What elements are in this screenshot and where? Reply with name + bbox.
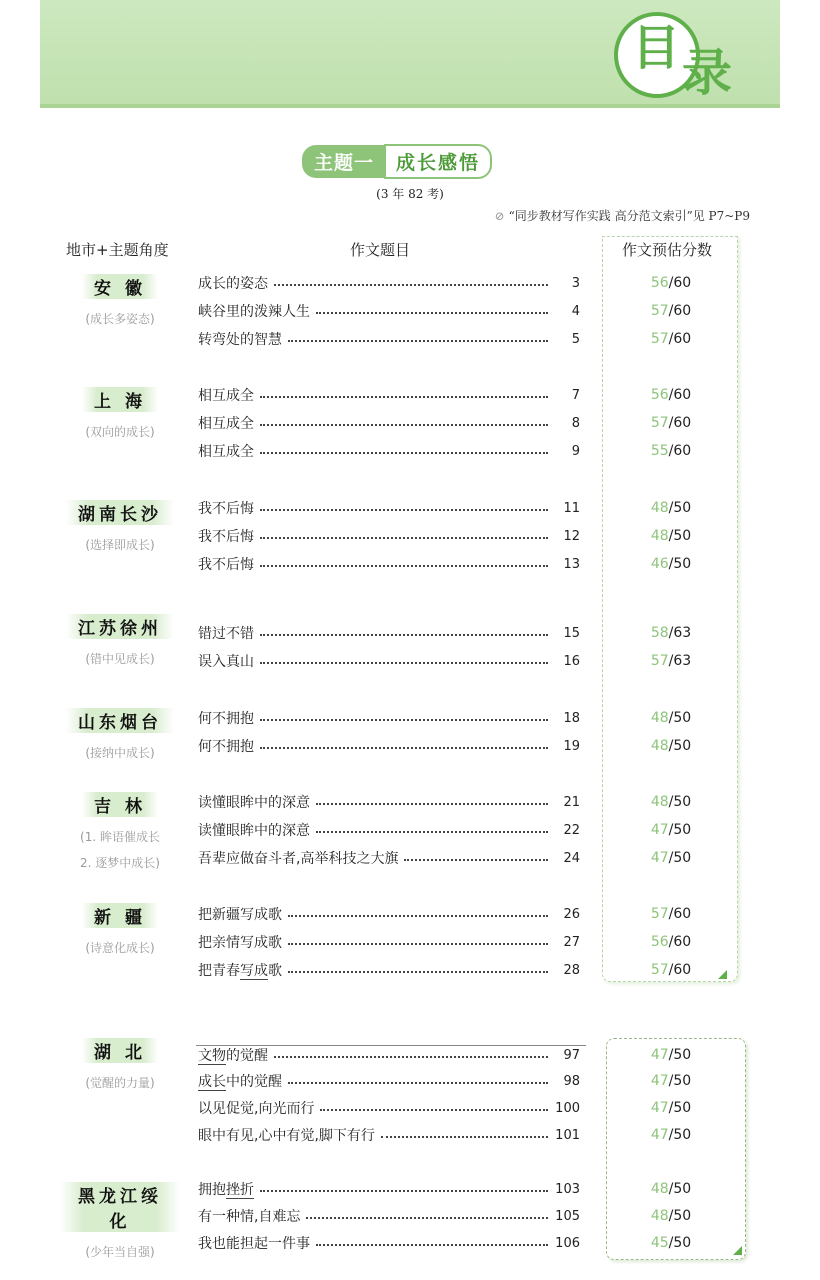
estimated-score	[616, 327, 726, 351]
entry-title: 拥抱挫折	[198, 1182, 254, 1198]
leader-dots	[316, 312, 548, 314]
leader-dots	[260, 747, 548, 749]
score-value: 47	[650, 1073, 669, 1089]
leader-dots	[288, 1082, 548, 1084]
entry-title: 读懂眼眸中的深意	[198, 795, 310, 811]
toc-entry[interactable]	[198, 383, 580, 407]
entry-title: 以见促觉,向光而行	[198, 1101, 315, 1117]
entry-title: 把亲情写成歌	[198, 935, 282, 951]
toc-entry[interactable]	[198, 299, 580, 323]
estimated-score	[616, 649, 726, 673]
entry-title: 我不后悔	[198, 501, 254, 517]
region-item	[60, 903, 180, 961]
leader-dots	[274, 284, 548, 286]
toc-entry[interactable]	[198, 1043, 580, 1067]
score-max: /50	[668, 850, 692, 866]
region-item	[60, 708, 180, 766]
score-value: 57	[650, 653, 669, 669]
score-max: /63	[668, 653, 692, 669]
page-number: 12	[563, 528, 580, 544]
page-number: 22	[563, 822, 580, 838]
region-name: 江苏徐州	[66, 614, 174, 639]
estimated-score	[616, 790, 726, 814]
region-name: 黑龙江绥化	[60, 1182, 180, 1232]
corner-arrow-icon	[733, 1246, 742, 1255]
score-value: 46	[650, 556, 669, 572]
estimated-score	[616, 902, 726, 926]
score-value: 57	[650, 303, 669, 319]
page-number: 16	[563, 653, 580, 669]
toc-entry[interactable]	[198, 734, 580, 758]
estimated-score	[616, 1177, 726, 1201]
entry-title: 峡谷里的泼辣人生	[198, 304, 310, 320]
page-number: 7	[571, 387, 580, 403]
score-value: 48	[650, 738, 669, 754]
score-max: /50	[668, 1181, 692, 1197]
region-theme: (错中见成长)	[85, 652, 155, 666]
page-number: 19	[563, 738, 580, 754]
toc-entry[interactable]	[198, 439, 580, 463]
page-number: 106	[555, 1235, 580, 1251]
score-value: 47	[650, 850, 669, 866]
exam-count: (3 年 82 考)	[376, 187, 444, 201]
score-value: 55	[650, 443, 669, 459]
page-number: 26	[563, 906, 580, 922]
score-value: 47	[650, 822, 669, 838]
leader-dots	[288, 340, 548, 342]
page-number: 11	[563, 500, 580, 516]
toc-entry[interactable]	[198, 958, 580, 982]
score-value: 48	[650, 1181, 669, 1197]
entry-title: 相互成全	[198, 444, 254, 460]
entry-title: 眼中有见,心中有觉,脚下有行	[198, 1128, 375, 1144]
leader-dots	[306, 1217, 548, 1219]
page-number: 21	[563, 794, 580, 810]
leader-dots	[288, 971, 548, 973]
region-item	[60, 500, 180, 558]
page-number: 105	[555, 1208, 580, 1224]
entry-title: 误入真山	[198, 654, 254, 670]
page-number: 4	[571, 303, 580, 319]
leader-dots	[260, 509, 548, 511]
region-theme: (接纳中成长)	[85, 746, 155, 760]
region-name: 湖南长沙	[66, 500, 174, 525]
estimated-score	[616, 1069, 726, 1093]
score-max: /50	[668, 528, 692, 544]
header-stripe	[40, 104, 780, 108]
leader-dots	[404, 859, 548, 861]
score-max: /60	[668, 275, 692, 291]
entry-title: 读懂眼眸中的深意	[198, 823, 310, 839]
estimated-score	[616, 930, 726, 954]
score-value: 47	[650, 1127, 669, 1143]
leader-dots	[320, 1109, 548, 1111]
score-max: /60	[668, 303, 692, 319]
score-value: 48	[650, 500, 669, 516]
estimated-score	[616, 621, 726, 645]
entry-title: 我也能担起一件事	[198, 1236, 310, 1252]
score-value: 48	[650, 794, 669, 810]
leader-dots	[381, 1136, 548, 1138]
theme-title	[302, 146, 492, 176]
column-header-region: 地市+主题角度	[66, 241, 169, 259]
reference-note	[495, 207, 750, 224]
region-theme: (成长多姿态)	[85, 312, 155, 326]
estimated-score	[616, 299, 726, 323]
toc-entry[interactable]	[198, 327, 580, 351]
leader-dots	[260, 537, 548, 539]
score-value: 56	[650, 387, 669, 403]
region-theme: (觉醒的力量)	[85, 1076, 155, 1090]
estimated-score	[616, 706, 726, 730]
theme-name: 成长感悟	[384, 144, 492, 179]
section-divider	[196, 1045, 586, 1046]
score-max: /50	[668, 794, 692, 810]
toc-entry[interactable]	[198, 552, 580, 576]
region-theme: (双向的成长)	[85, 425, 155, 439]
contents-logo	[614, 10, 744, 102]
page-number: 13	[563, 556, 580, 572]
estimated-score	[616, 1096, 726, 1120]
entry-title: 我不后悔	[198, 529, 254, 545]
entry-title: 相互成全	[198, 416, 254, 432]
leader-dots	[260, 719, 548, 721]
score-max: /50	[668, 1235, 692, 1251]
entry-title: 转弯处的智慧	[198, 332, 282, 348]
region-name: 山东烟台	[66, 708, 174, 733]
region-name: 上 海	[82, 387, 158, 412]
estimated-score	[616, 496, 726, 520]
page-number: 100	[555, 1100, 580, 1116]
clip-icon: ⊘	[494, 209, 505, 223]
page-number: 18	[563, 710, 580, 726]
estimated-score	[616, 383, 726, 407]
region-theme: (少年当自强)	[85, 1245, 155, 1259]
estimated-score	[616, 1123, 726, 1147]
toc-entry[interactable]	[198, 1177, 580, 1201]
toc-entry[interactable]	[198, 902, 580, 926]
page-number: 101	[555, 1127, 580, 1143]
region-item	[60, 792, 180, 876]
score-max: /60	[668, 331, 692, 347]
score-max: /50	[668, 1073, 692, 1089]
score-max: /60	[668, 415, 692, 431]
toc-entry[interactable]	[198, 1069, 580, 1093]
score-value: 57	[650, 906, 669, 922]
leader-dots	[288, 915, 548, 917]
entry-title: 文物的觉醒	[198, 1048, 268, 1064]
score-value: 47	[650, 1047, 669, 1063]
estimated-score	[616, 411, 726, 435]
page-number: 15	[563, 625, 580, 641]
leader-dots	[260, 396, 548, 398]
estimated-score	[616, 271, 726, 295]
score-value: 47	[650, 1100, 669, 1116]
toc-entry[interactable]	[198, 818, 580, 842]
region-item	[60, 1182, 180, 1265]
score-max: /50	[668, 1127, 692, 1143]
region-theme: 2. 逐梦中成长)	[80, 856, 160, 870]
score-max: /60	[668, 962, 692, 978]
leader-dots	[316, 831, 548, 833]
leader-dots	[260, 424, 548, 426]
leader-dots	[260, 662, 548, 664]
entry-title: 吾辈应做奋斗者,高举科技之大旗	[198, 851, 399, 867]
column-header-score: 作文预估分数	[622, 241, 713, 259]
page-number: 27	[563, 934, 580, 950]
column-header-title: 作文题目	[350, 241, 411, 259]
toc-entry[interactable]	[198, 1123, 580, 1147]
region-item	[60, 1038, 180, 1096]
estimated-score	[616, 524, 726, 548]
toc-entry[interactable]	[198, 496, 580, 520]
leader-dots	[260, 634, 548, 636]
score-max: /60	[668, 387, 692, 403]
entry-title: 我不后悔	[198, 557, 254, 573]
score-max: /63	[668, 625, 692, 641]
score-value: 56	[650, 275, 669, 291]
entry-title: 把青春写成歌	[198, 963, 282, 979]
region-name: 新 疆	[82, 903, 158, 928]
score-value: 57	[650, 415, 669, 431]
score-value: 58	[650, 625, 669, 641]
entry-title: 何不拥抱	[198, 739, 254, 755]
reference-text: “同步教材写作实践 高分范文索引”见 P7~P9	[508, 209, 750, 223]
region-item	[60, 614, 180, 672]
estimated-score	[616, 552, 726, 576]
score-max: /50	[668, 738, 692, 754]
entry-title: 成长中的觉醒	[198, 1074, 282, 1090]
toc-entry[interactable]	[198, 1231, 580, 1255]
entry-title: 有一种情,自难忘	[198, 1209, 301, 1225]
score-max: /50	[668, 710, 692, 726]
page-number: 8	[571, 415, 580, 431]
estimated-score	[616, 818, 726, 842]
estimated-score	[616, 1043, 726, 1067]
score-max: /60	[668, 906, 692, 922]
page-number: 103	[555, 1181, 580, 1197]
entry-title: 把新疆写成歌	[198, 907, 282, 923]
score-value: 48	[650, 528, 669, 544]
toc-entry[interactable]	[198, 706, 580, 730]
region-name: 吉 林	[82, 792, 158, 817]
logo-char-2: 录	[682, 44, 732, 102]
entry-title: 错过不错	[198, 626, 254, 642]
score-value: 56	[650, 934, 669, 950]
leader-dots	[316, 1244, 548, 1246]
score-max: /50	[668, 1208, 692, 1224]
score-value: 57	[650, 962, 669, 978]
entry-title: 相互成全	[198, 388, 254, 404]
score-max: /60	[668, 443, 692, 459]
toc-entry[interactable]	[198, 790, 580, 814]
leader-dots	[316, 803, 548, 805]
leader-dots	[274, 1056, 548, 1058]
score-max: /50	[668, 1047, 692, 1063]
entry-title: 成长的姿态	[198, 276, 268, 292]
entry-title: 何不拥抱	[198, 711, 254, 727]
score-max: /60	[668, 934, 692, 950]
score-value: 57	[650, 331, 669, 347]
score-max: /50	[668, 500, 692, 516]
logo-char-1: 目	[632, 20, 681, 76]
region-name: 湖 北	[82, 1038, 158, 1063]
toc-entry[interactable]	[198, 271, 580, 295]
region-item	[60, 387, 180, 445]
toc-entry[interactable]	[198, 1204, 580, 1228]
leader-dots	[260, 1190, 548, 1192]
page-number: 98	[563, 1073, 580, 1089]
estimated-score	[616, 1204, 726, 1228]
toc-entry[interactable]	[198, 621, 580, 645]
score-value: 48	[650, 1208, 669, 1224]
page-number: 28	[563, 962, 580, 978]
leader-dots	[260, 452, 548, 454]
region-theme: (选择即成长)	[85, 538, 155, 552]
score-max: /50	[668, 556, 692, 572]
page-number: 5	[571, 331, 580, 347]
region-item	[60, 274, 180, 332]
estimated-score	[616, 734, 726, 758]
score-max: /50	[668, 822, 692, 838]
leader-dots	[288, 943, 548, 945]
page-number: 24	[563, 850, 580, 866]
estimated-score	[616, 1231, 726, 1255]
score-max: /50	[668, 1100, 692, 1116]
leader-dots	[260, 565, 548, 567]
score-value: 45	[650, 1235, 669, 1251]
theme-number: 主题一	[302, 145, 384, 178]
estimated-score	[616, 958, 726, 982]
score-value: 48	[650, 710, 669, 726]
toc-entry[interactable]	[198, 846, 580, 870]
toc-entry[interactable]	[198, 649, 580, 673]
toc-entry[interactable]	[198, 930, 580, 954]
toc-entry[interactable]	[198, 524, 580, 548]
page-number: 9	[571, 443, 580, 459]
region-theme: (诗意化成长)	[85, 941, 155, 955]
page-number: 97	[563, 1047, 580, 1063]
page-number: 3	[571, 275, 580, 291]
region-theme: (1. 眸语催成长	[80, 830, 160, 844]
estimated-score	[616, 846, 726, 870]
toc-entry[interactable]	[198, 411, 580, 435]
region-name: 安 徽	[82, 274, 158, 299]
toc-entry[interactable]	[198, 1096, 580, 1120]
estimated-score	[616, 439, 726, 463]
